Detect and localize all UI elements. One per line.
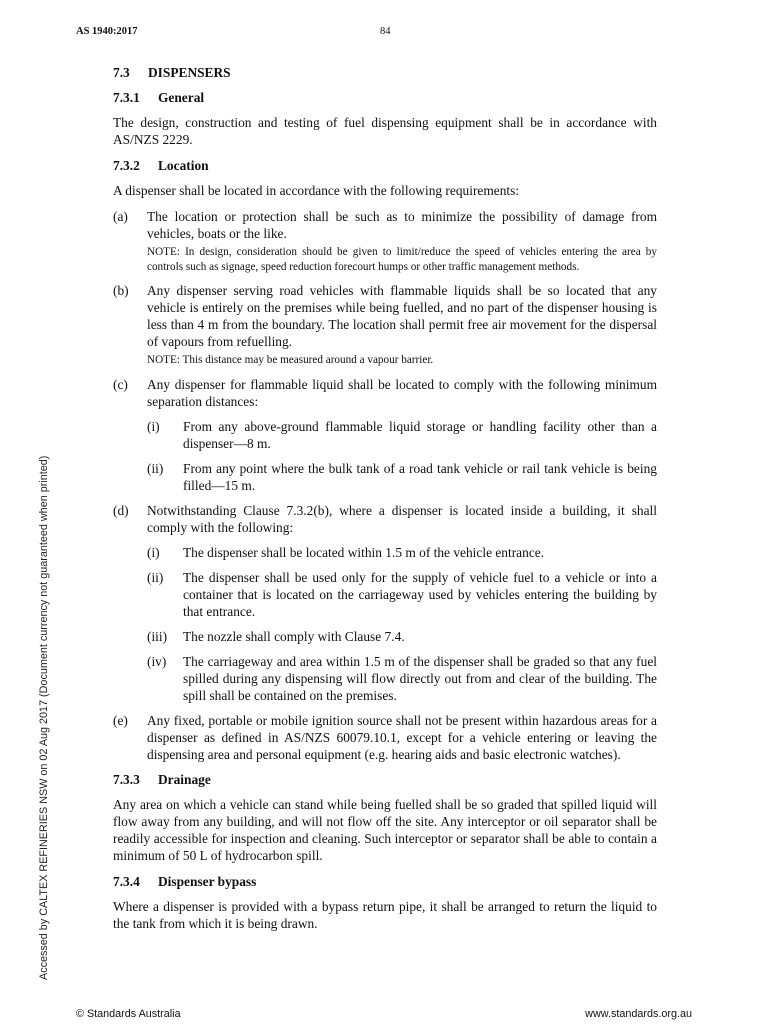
list-item [113,502,657,704]
general-title: General [158,90,205,105]
drainage-title: Drainage [158,771,211,787]
location-intro: A dispenser shall be located in accordance with the following requirements: [113,183,520,198]
section-number: 7.3 [113,65,130,80]
section-heading [113,64,657,81]
standard-number: AS 1940:2017 [76,26,138,37]
general-number: 7.3.1 [113,90,140,105]
location-title: Location [158,158,209,173]
item-text: Any dispenser serving road vehicles with flammable liquids shall be so located that any vehicle is entirely on the premises while being fuelled, and no part of the dispenser housing is less than 4 m from the boundary. The location shall permit free air movement for the dispersal of vapours from refuelling. [147,283,657,349]
sub-item [147,653,657,704]
list-item [113,712,657,763]
list-item [113,208,657,274]
access-watermark: Accessed by CALTEX REFINERIES NSW on 02 Aug 2017 (Document currency not guaranteed when printed) [38,455,50,980]
sub-item-label: (ii) [147,460,164,476]
location-heading [113,157,657,174]
footer-copyright: © Standards Australia [76,1008,181,1020]
item-label: (a) [113,209,128,224]
sub-item-label: (ii) [147,569,164,585]
bypass-heading [113,873,657,890]
bypass-number: 7.3.4 [113,873,140,889]
drainage-text: Any area on which a vehicle can stand while being fuelled shall be so graded that spilled liquid will flow away from any building, and will not flow off the site. Any interceptor or oil separator shall be readily accessible for inspection and cleaning. Such interceptor or separator shall be able to contain a minimum of 50 L of hydrocarbon spill. [113,796,657,863]
sub-item-text: The dispenser shall be used only for the supply of vehicle fuel to a vehicle or into a container that is located on the carriageway used by vehicles entering the building by that entrance. [183,569,657,619]
sub-item [147,569,657,620]
document-body [113,64,657,941]
sub-item-text: The dispenser shall be located within 1.5 m of the vehicle entrance. [183,544,545,560]
item-label: (d) [113,502,129,518]
item-text: Notwithstanding Clause 7.3.2(b), where a dispenser is located inside a building, it shall comply with the following: [147,502,657,535]
drainage-heading [113,771,657,788]
item-text: Any fixed, portable or mobile ignition source shall not be present within hazardous areas for a dispenser as defined in AS/NZS 60079.10.1, except for a vehicle entering or leaving the dispensing area and personal equipment (e.g. hearing aids and basic electronic watches). [147,712,657,762]
note: NOTE: In design, consideration should be given to limit/reduce the speed of vehicles entering the area by controls such as signage, speed reduction forecourt humps or other traffic management methods. [147,246,657,273]
location-number: 7.3.2 [113,158,140,173]
sub-item-label: (i) [147,418,160,434]
sub-item-text: From any above-ground flammable liquid storage or handling facility other than a dispenser—8 m. [183,418,657,451]
bypass-title: Dispenser bypass [158,873,257,889]
general-heading [113,89,657,106]
sub-item-label: (iii) [147,628,168,644]
list-item [113,282,657,368]
sub-item-text: The carriageway and area within 1.5 m of the dispenser shall be graded so that any fuel spilled during any dispensing will flow directly out from and clear of the building. The spill shall be contained on the premises. [183,653,657,703]
item-text: The location or protection shall be such as to minimize the possibility of damage from vehicles, boats or the like. [147,209,657,241]
page-number: 84 [380,26,391,37]
sub-item [147,544,657,561]
sub-item-label: (iv) [147,653,167,669]
footer-website: www.standards.org.au [585,1008,692,1020]
sub-item [147,460,657,494]
item-text: Any dispenser for flammable liquid shall be located to comply with the following minimum separation distances: [147,376,657,409]
sub-item [147,418,657,452]
drainage-number: 7.3.3 [113,771,140,787]
sub-item-label: (i) [147,544,160,560]
general-text: The design, construction and testing of fuel dispensing equipment shall be in accordance with AS/NZS 2229. [113,115,657,147]
bypass-text: Where a dispenser is provided with a bypass return pipe, it shall be arranged to return the liquid to the tank from which it is being drawn. [113,898,657,931]
item-label: (c) [113,376,128,392]
item-label: (b) [113,283,129,298]
list-item [113,376,657,494]
sub-item-text: The nozzle shall comply with Clause 7.4. [183,628,405,644]
section-title: DISPENSERS [148,65,231,80]
note: NOTE: This distance may be measured around a vapour barrier. [147,354,434,366]
item-label: (e) [113,712,128,728]
sub-item [147,628,657,645]
sub-item-text: From any point where the bulk tank of a road tank vehicle or rail tank vehicle is being filled—15 m. [183,460,657,493]
